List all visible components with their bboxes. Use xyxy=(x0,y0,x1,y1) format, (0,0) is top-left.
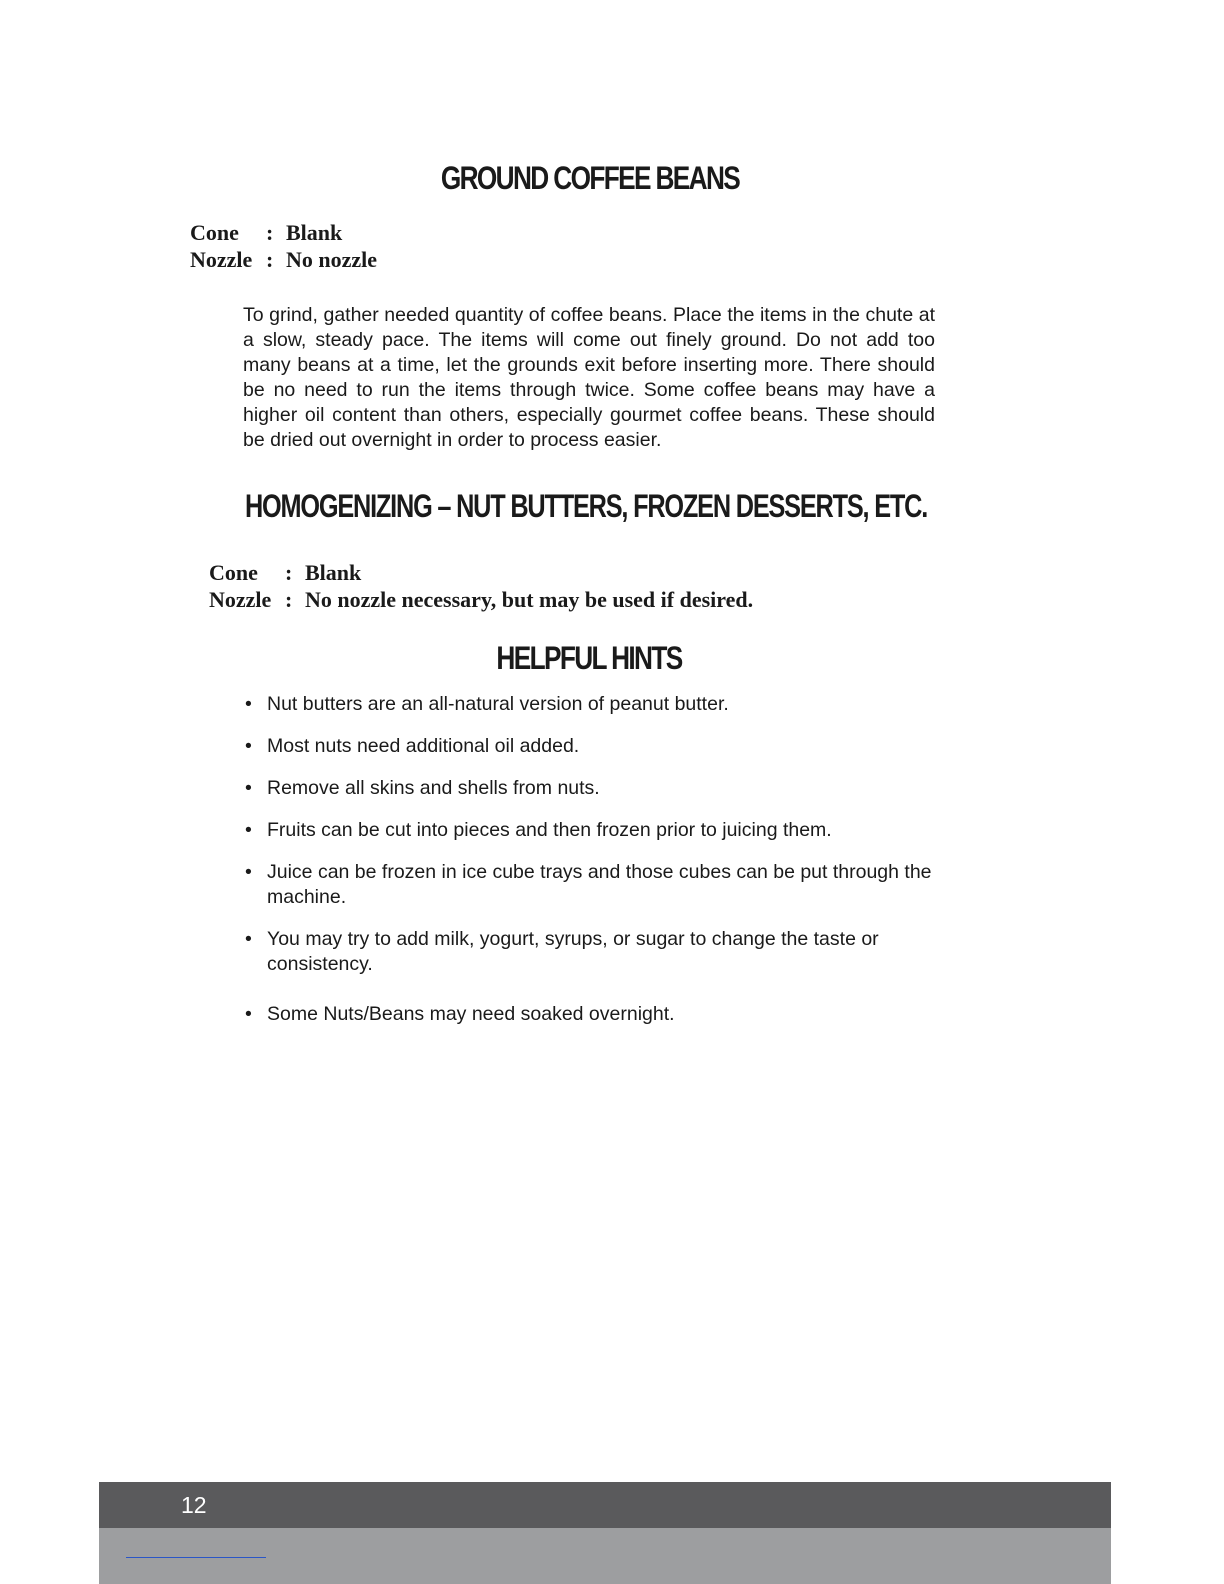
hint-text: Some Nuts/Beans may need soaked overnight. xyxy=(267,1003,675,1025)
nozzle-spec-row xyxy=(190,246,377,273)
hint-item xyxy=(243,1002,947,1027)
nozzle-value: No nozzle necessary, but may be used if desired. xyxy=(305,587,754,612)
bullet-icon: • xyxy=(245,735,252,757)
section-title-ground-coffee: GROUND COFFEE BEANS xyxy=(440,160,740,196)
hint-text: Nut butters are an all-natural version of peanut butter. xyxy=(267,693,729,715)
colon: : xyxy=(266,247,274,272)
bullet-icon: • xyxy=(245,693,252,715)
hint-text: Most nuts need additional oil added. xyxy=(267,735,580,757)
cone-value: Blank xyxy=(305,560,362,585)
section-title-homogenizing: HOMOGENIZING – NUT BUTTERS, FROZEN DESSERTS, ETC. xyxy=(244,488,928,524)
bullet-icon: • xyxy=(245,928,252,950)
section-title-helpful-hints: HELPFUL HINTS xyxy=(496,640,682,676)
cone-spec-row xyxy=(190,219,377,246)
page-number: 12 xyxy=(181,1492,207,1518)
nozzle-label: Nozzle xyxy=(209,587,272,612)
nozzle-value: No nozzle xyxy=(286,247,378,272)
bullet-icon: • xyxy=(245,1003,252,1025)
homogenizing-specs xyxy=(209,559,753,613)
hint-text: You may try to add milk, yogurt, syrups, or sugar to change the taste or consistency. xyxy=(267,928,879,975)
hint-item xyxy=(243,818,947,843)
colon: : xyxy=(285,587,293,612)
hint-text: Remove all skins and shells from nuts. xyxy=(267,777,600,799)
ground-coffee-paragraph: To grind, gather needed quantity of coffee beans. Place the items in the chute at a slow, steady pace. The items will come out finely ground. Do not add too many beans at a time, let the grounds exit before inserting more. There should be no need to run the items through twice. Some coffee beans may have a higher oil content than others, especially gourmet coffee beans. These should be dried out overnight in order to process easier. xyxy=(243,304,935,451)
hint-item xyxy=(243,776,947,801)
bullet-icon: • xyxy=(245,819,252,841)
footer-bar-lower xyxy=(99,1528,1111,1584)
cone-value: Blank xyxy=(286,220,343,245)
footer-bar xyxy=(99,1482,1111,1528)
cone-label: Cone xyxy=(209,560,258,585)
hint-text: Fruits can be cut into pieces and then frozen prior to juicing them. xyxy=(267,819,832,841)
cone-label: Cone xyxy=(190,220,239,245)
hint-item xyxy=(243,734,947,759)
hint-item xyxy=(243,927,947,977)
nozzle-label: Nozzle xyxy=(190,247,253,272)
hint-text: Juice can be frozen in ice cube trays and those cubes can be put through the machine. xyxy=(267,861,932,908)
bullet-icon: • xyxy=(245,861,252,883)
hint-item xyxy=(243,692,947,717)
nozzle-spec-row xyxy=(209,586,753,613)
bullet-icon: • xyxy=(245,777,252,799)
cone-spec-row xyxy=(209,559,753,586)
colon: : xyxy=(285,560,293,585)
hint-item xyxy=(243,860,947,910)
footer-link-underline[interactable] xyxy=(126,1557,266,1558)
colon: : xyxy=(266,220,274,245)
ground-coffee-specs xyxy=(190,219,377,273)
